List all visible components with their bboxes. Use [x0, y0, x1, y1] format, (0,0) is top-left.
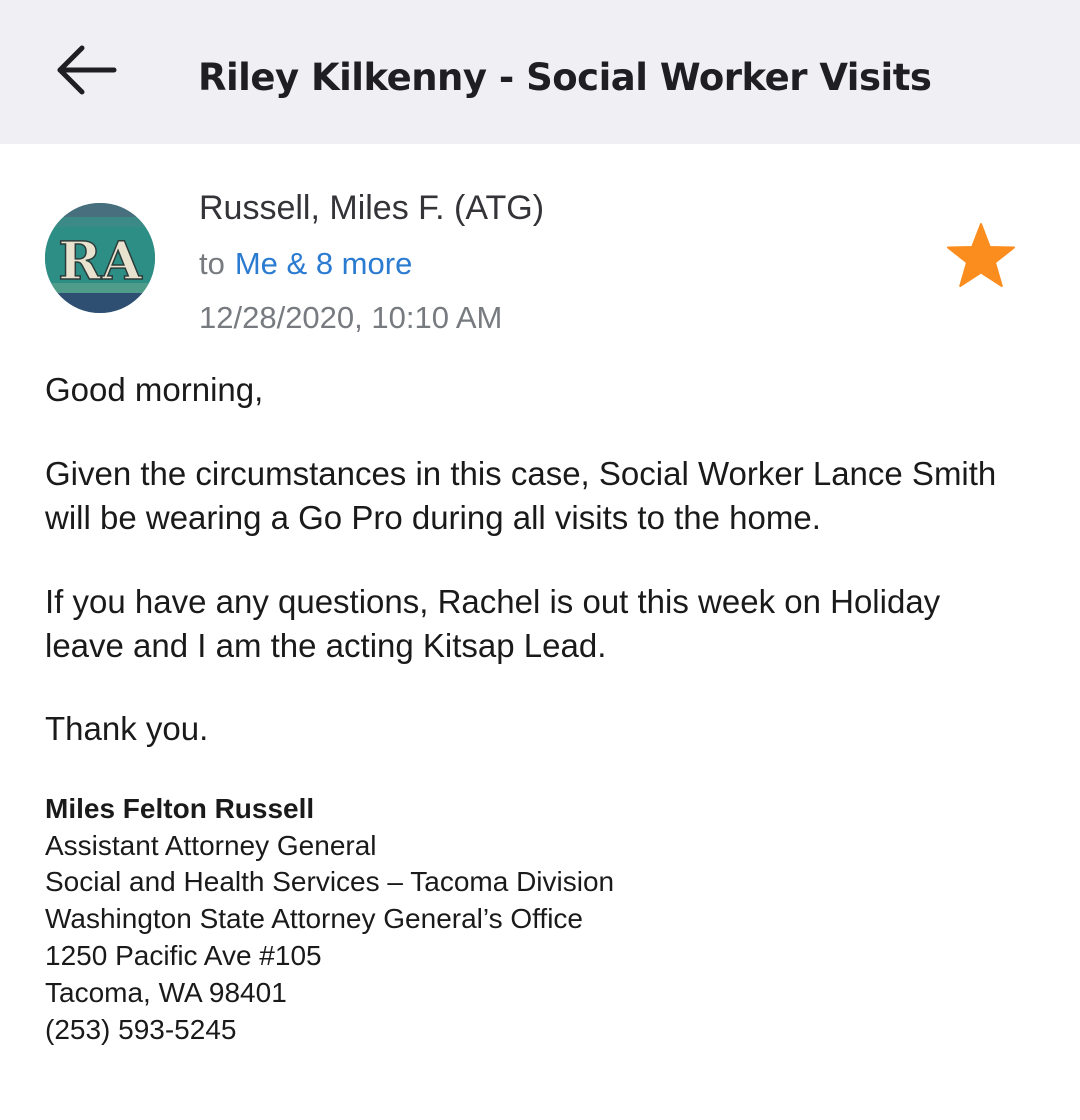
signature-phone[interactable]: (253) 593-5245: [45, 1014, 237, 1045]
star-button[interactable]: [942, 220, 1020, 294]
signature-division: Social and Health Services – Tacoma Division: [45, 866, 615, 897]
body-greeting: Good morning,: [45, 371, 264, 408]
back-button[interactable]: [44, 30, 128, 110]
body-paragraph-2: If you have any questions, Rachel is out this week on Holiday leave and I am the acting Kitsap Lead.: [45, 583, 941, 664]
recipients-link[interactable]: Me & 8 more: [234, 246, 413, 281]
signature-name: Miles Felton Russell: [45, 793, 315, 824]
app-header: [0, 0, 1080, 144]
recipients-row: [199, 242, 412, 286]
body-paragraph-1: Given the circumstances in this case, Social Worker Lance Smith will be wearing a Go Pro during all visits to the home.: [45, 455, 997, 536]
signature-address-2: Tacoma, WA 98401: [45, 977, 287, 1008]
avatar-text: RA: [58, 231, 142, 292]
arrow-left-icon: [52, 42, 120, 98]
body-closing: Thank you.: [45, 710, 209, 747]
to-label: to: [199, 246, 225, 281]
email-subject: Riley Kilkenny - Social Worker Visits: [198, 56, 932, 99]
signature-title: Assistant Attorney General: [45, 830, 377, 861]
sender-avatar[interactable]: [45, 203, 155, 313]
message-date: 12/28/2020, 10:10 AM: [199, 300, 503, 335]
signature-address-1: 1250 Pacific Ave #105: [45, 940, 322, 971]
star-icon: [942, 220, 1020, 294]
sender-name: Russell, Miles F. (ATG): [199, 189, 545, 227]
signature-office: Washington State Attorney General’s Office: [45, 903, 584, 934]
